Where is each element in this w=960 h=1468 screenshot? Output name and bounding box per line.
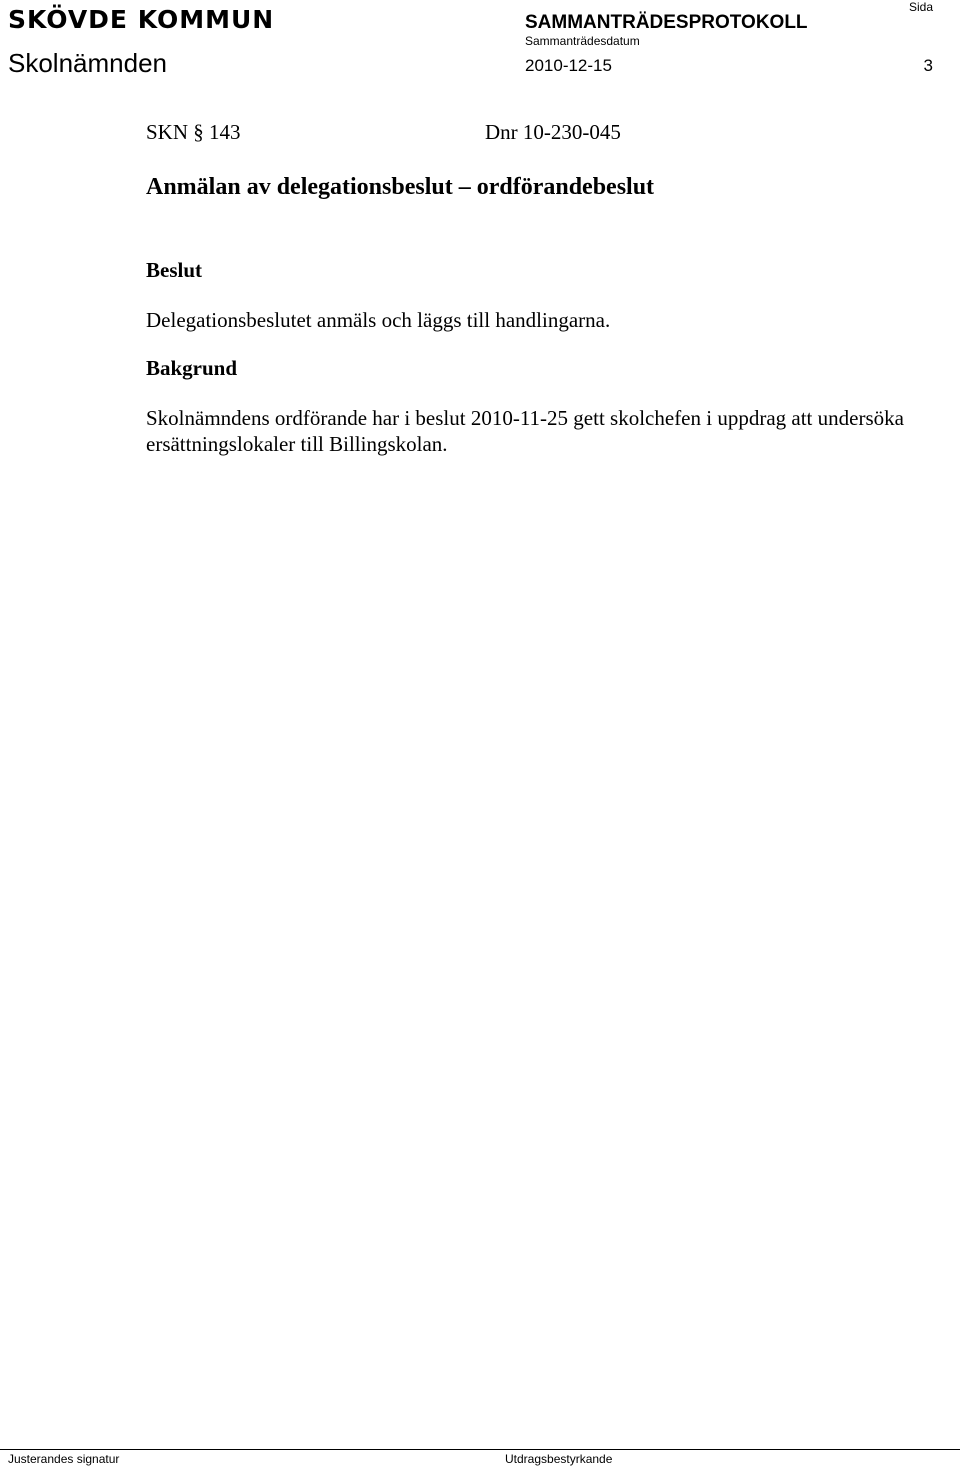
section-heading-beslut: Beslut — [146, 258, 203, 282]
certification-label: Utdragsbestyrkande — [505, 1452, 613, 1466]
agenda-item-title: Anmälan av delegationsbeslut – ordförandebeslut — [146, 174, 655, 200]
footer-divider — [0, 1449, 960, 1450]
page-number: 3 — [923, 56, 933, 75]
meeting-date: 2010-12-15 — [525, 56, 612, 75]
diary-number: Dnr 10-230-045 — [485, 120, 621, 144]
section-text-bakgrund: Skolnämndens ordförande har i beslut 2010-11-25 gett skolchefen i uppdrag att undersöka ersättningslokaler till Billingskolan. — [146, 406, 904, 456]
case-number: SKN § 143 — [146, 120, 241, 144]
page-label: Sida — [908, 0, 933, 14]
meeting-date-label: Sammanträdesdatum — [525, 34, 640, 48]
section-text-beslut: Delegationsbeslutet anmäls och läggs till handlingarna. — [146, 308, 611, 332]
document-type: SAMMANTRÄDESPROTOKOLL — [525, 12, 808, 33]
committee-name: Skolnämnden — [8, 48, 167, 78]
signature-label: Justerandes signatur — [8, 1452, 120, 1466]
section-heading-bakgrund: Bakgrund — [146, 356, 238, 380]
municipality-logo: SKÖVDE KOMMUN — [8, 5, 275, 34]
